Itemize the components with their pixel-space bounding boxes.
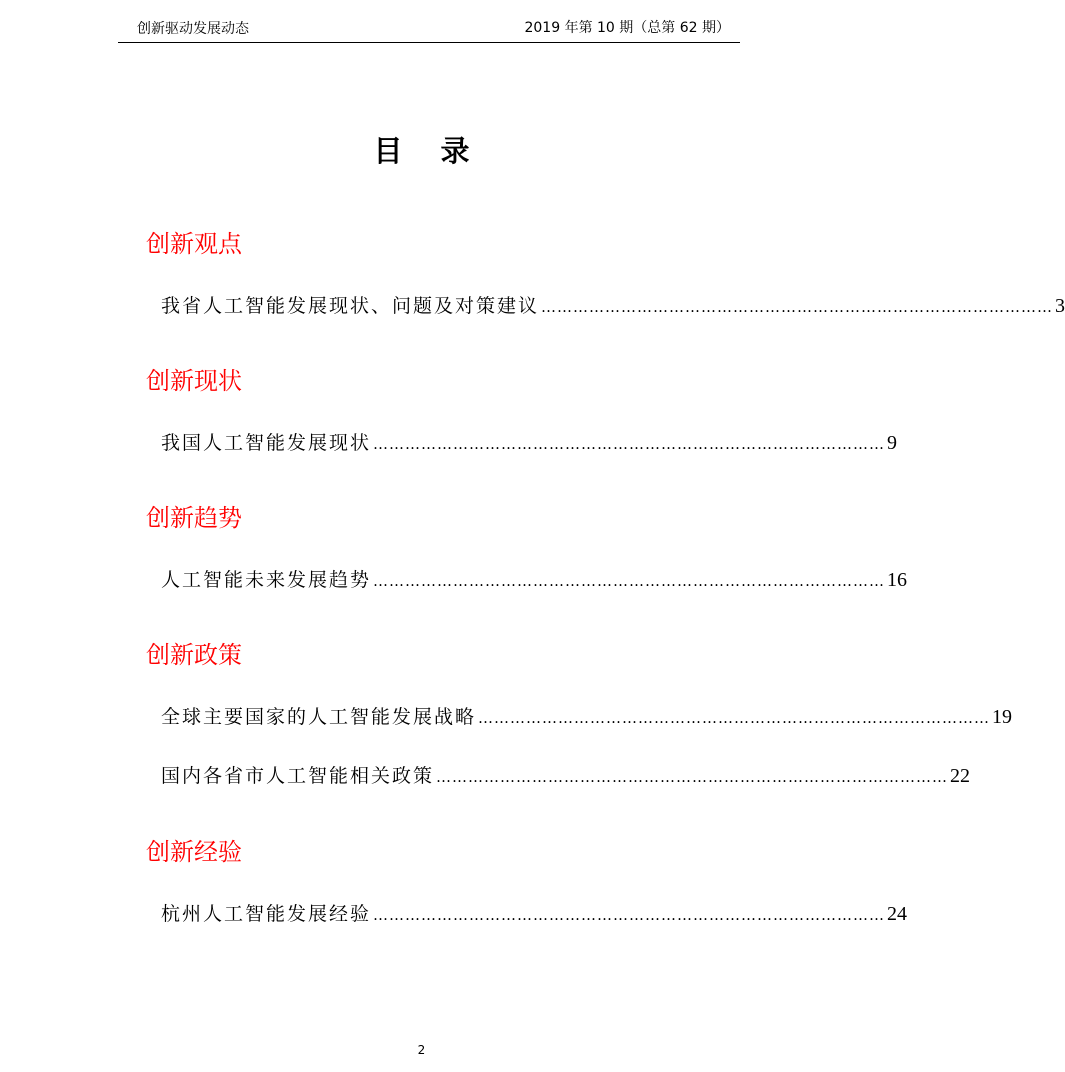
toc-entry-page: 3	[1055, 295, 1065, 317]
toc-entry[interactable]	[161, 429, 898, 457]
toc-entry-title: 我国人工智能发展现状	[161, 432, 372, 454]
toc-entry[interactable]	[161, 762, 971, 790]
section-heading-experience: 创新经验	[146, 838, 242, 866]
toc-entry-title: 全球主要国家的人工智能发展战略	[161, 706, 477, 728]
header-issue-info: 2019 年第 10 期（总第 62 期）	[524, 20, 730, 36]
section-heading-trend: 创新趋势	[146, 504, 242, 532]
toc-entry[interactable]	[161, 292, 1065, 320]
toc-entry-page: 24	[887, 903, 908, 925]
header-publication-name: 创新驱动发展动态	[137, 21, 249, 37]
toc-entry-title: 杭州人工智能发展经验	[161, 903, 372, 925]
page-number: 2	[417, 1043, 426, 1057]
section-heading-policy: 创新政策	[146, 641, 242, 669]
toc-entry[interactable]	[161, 900, 908, 928]
toc-leader-dots: ……………………………………………………………………………………	[373, 435, 886, 453]
toc-leader-dots: ……………………………………………………………………………………	[373, 906, 886, 924]
header-divider	[118, 42, 740, 43]
toc-leader-dots: ……………………………………………………………………………………	[373, 572, 886, 590]
toc-entry-title: 我省人工智能发展现状、问题及对策建议	[161, 295, 540, 317]
toc-entry-page: 19	[992, 706, 1013, 728]
toc-entry[interactable]	[161, 703, 1013, 731]
page-title: 目录	[373, 134, 508, 168]
toc-entry-page: 16	[887, 569, 908, 591]
toc-leader-dots: ……………………………………………………………………………………	[541, 298, 1054, 316]
toc-leader-dots: ……………………………………………………………………………………	[436, 768, 949, 786]
toc-entry-title: 国内各省市人工智能相关政策	[161, 765, 435, 787]
section-heading-opinion: 创新观点	[146, 230, 242, 258]
toc-leader-dots: ……………………………………………………………………………………	[478, 709, 991, 727]
toc-entry-title: 人工智能未来发展趋势	[161, 569, 372, 591]
section-heading-status: 创新现状	[146, 367, 242, 395]
toc-entry-page: 22	[950, 765, 971, 787]
toc-entry-page: 9	[887, 432, 898, 454]
toc-entry[interactable]	[161, 566, 908, 594]
